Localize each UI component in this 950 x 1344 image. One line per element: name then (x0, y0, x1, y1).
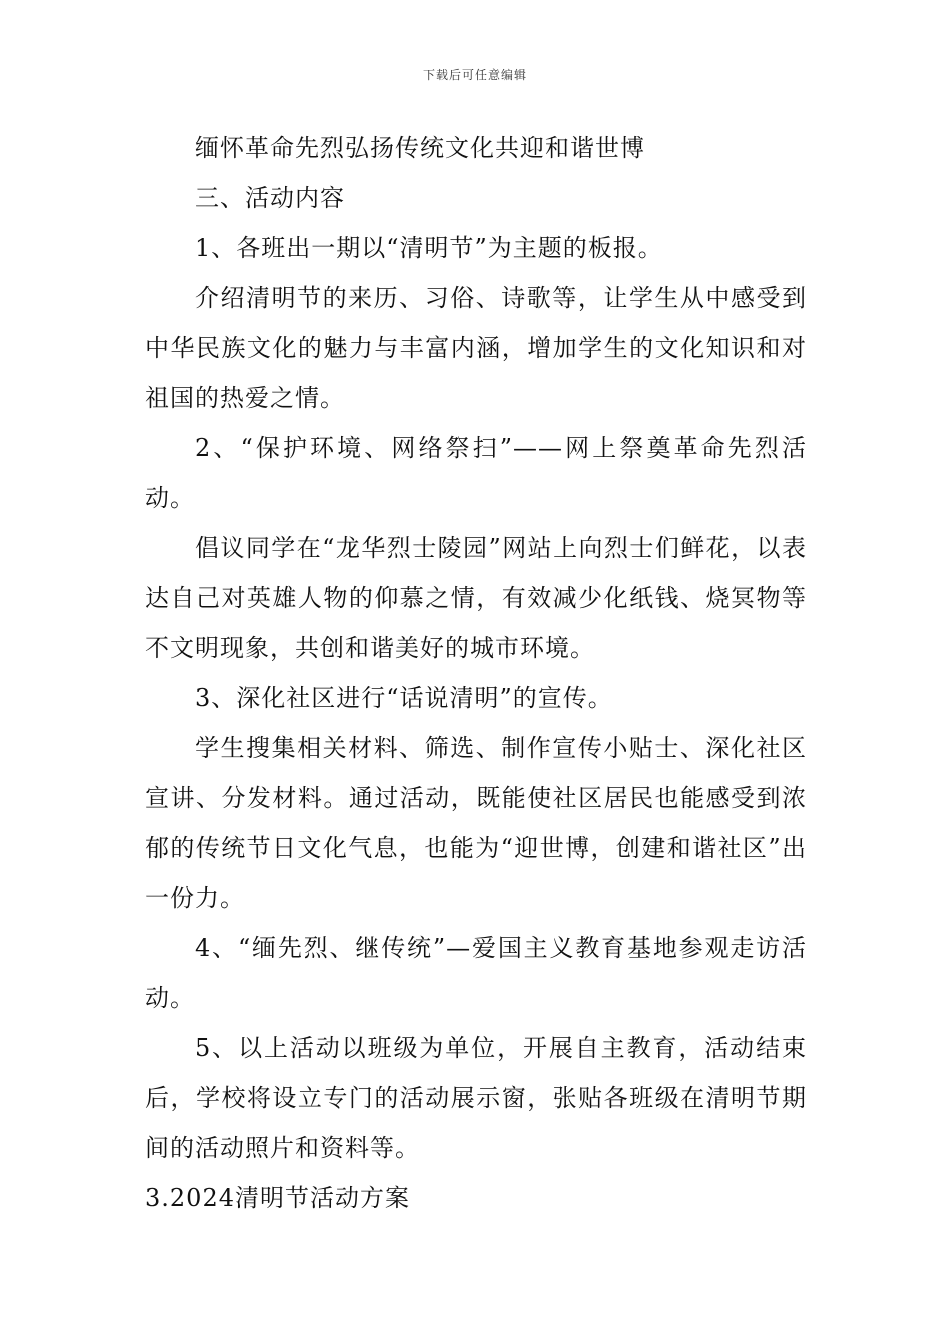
item-2-body: 倡议同学在“龙华烈士陵园”网站上向烈士们鲜花，以表达自己对英雄人物的仰慕之情，有效减少化纸钱、烧冥物等不文明现象，共创和谐美好的城市环境。 (145, 534, 807, 662)
document-body (145, 123, 807, 1223)
item-2-heading: 2、“保护环境、网络祭扫”——网上祭奠革命先烈活动。 (145, 434, 807, 512)
item-5-body: 5、以上活动以班级为单位，开展自主教育，活动结束后，学校将设立专门的活动展示窗，张贴各班级在清明节期间的活动照片和资料等。 (145, 1034, 807, 1162)
theme-line: 缅怀革命先烈弘扬传统文化共迎和谐世博 (195, 134, 645, 162)
item-3-body: 学生搜集相关材料、筛选、制作宣传小贴士、深化社区宣讲、分发材料。通过活动，既能使社区居民也能感受到浓郁的传统节日文化气息，也能为“迎世博，创建和谐社区”出一份力。 (145, 734, 807, 912)
header-note: 下载后可任意编辑 (422, 68, 527, 82)
item-1-heading: 1、各班出一期以“清明节”为主题的板报。 (195, 234, 663, 262)
item-4-heading: 4、“缅先烈、继传统”—爱国主义教育基地参观走访活动。 (145, 934, 807, 1012)
section-title: 3.2024清明节活动方案 (145, 1184, 410, 1212)
item-1-body: 介绍清明节的来历、习俗、诗歌等，让学生从中感受到中华民族文化的魅力与丰富内涵，增加学生的文化知识和对祖国的热爱之情。 (145, 284, 807, 412)
section-heading-activity-content: 三、活动内容 (195, 184, 345, 212)
item-3-heading: 3、深化社区进行“话说清明”的宣传。 (195, 684, 613, 712)
